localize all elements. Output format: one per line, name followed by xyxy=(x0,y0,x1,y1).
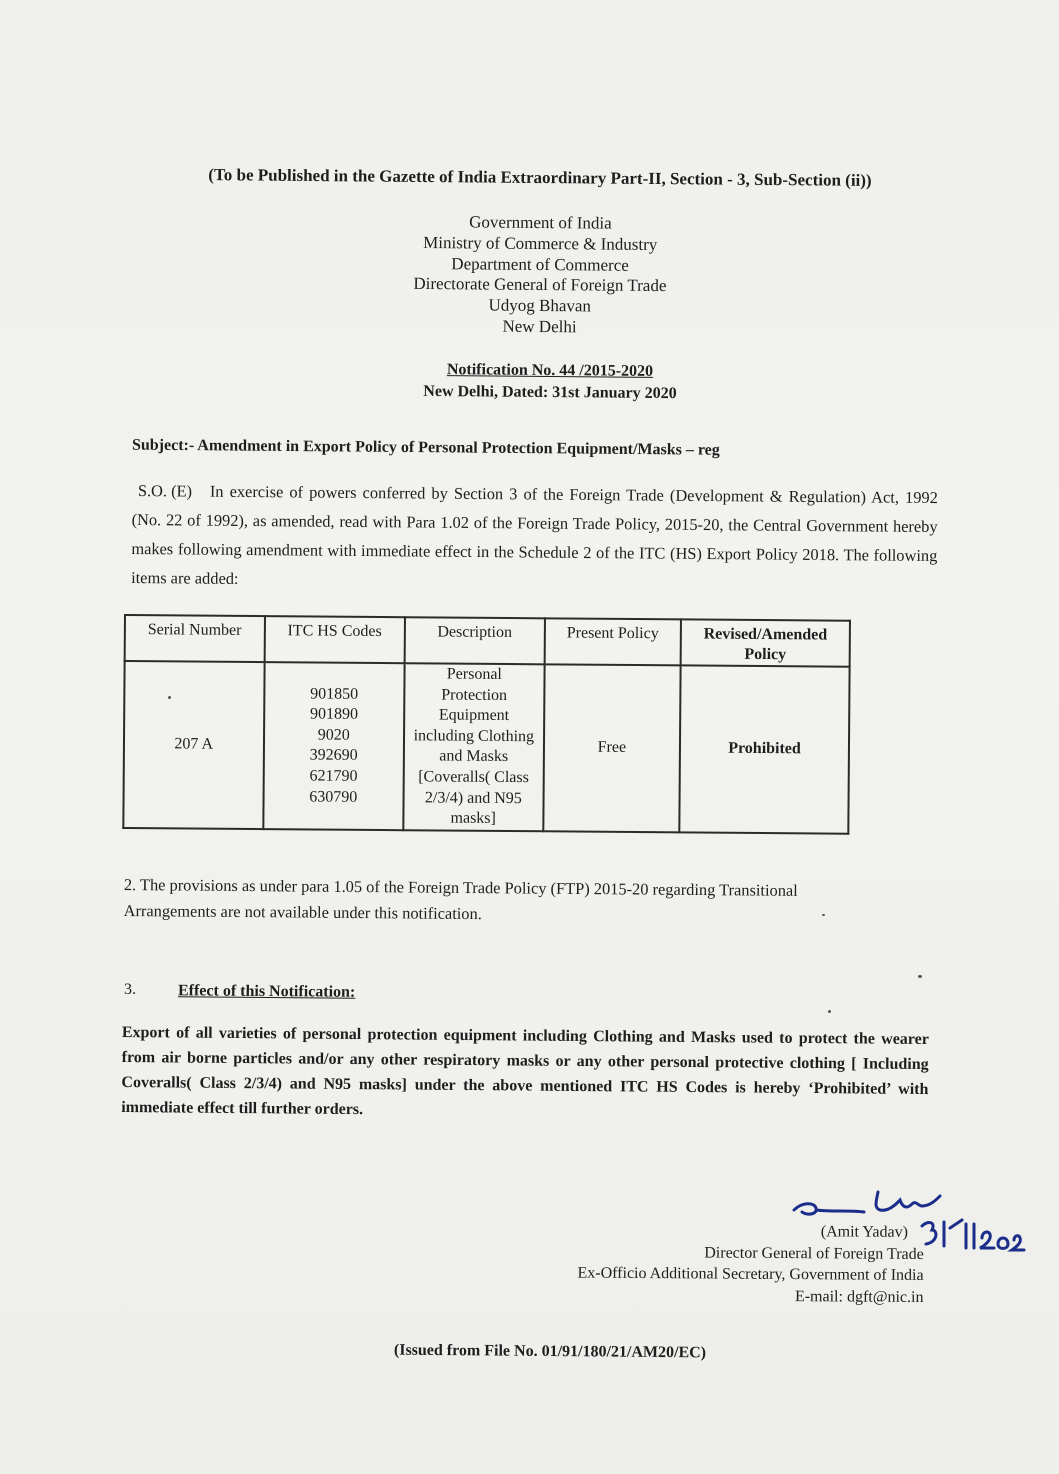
paragraph-1-text: In exercise of powers conferred by Section 3 of the Foreign Trade (Development & Regulation) Act, 1992 (No. 22 of 1992), as amended, read with Para 1.02 of the Foreign Trade Policy, 2015-20, the Central Government hereby makes following amendment with immediate effect in the Schedule 2 of the ITC (HS) Export Policy 2018. The following items are added: xyxy=(131,481,938,588)
handwritten-date xyxy=(918,1216,1030,1256)
description-line: and Masks xyxy=(439,747,509,766)
hs-code: 901850 xyxy=(310,685,359,703)
column-header-serial: Serial Number xyxy=(125,615,265,662)
letterhead xyxy=(329,211,750,339)
hs-code: 392690 xyxy=(309,746,358,765)
cell-revised-policy: Prohibited xyxy=(679,665,849,833)
letterhead-line: New Delhi xyxy=(502,316,577,337)
hs-code: 901890 xyxy=(309,705,359,724)
description-line: masks] xyxy=(450,809,496,828)
description-line: [Coveralls( Class xyxy=(418,768,529,787)
hs-code: 621790 xyxy=(309,767,358,785)
column-header-revised-policy: Revised/Amended Policy xyxy=(681,619,850,666)
letterhead-line: Udyog Bhavan xyxy=(488,295,592,316)
description-line: including Clothing xyxy=(413,727,535,746)
column-header-hs-codes: ITC HS Codes xyxy=(264,616,405,663)
section-3-text: Export of all varieties of personal protection equipment including Clothing and Masks used to protect the wearer from air borne particles and/or any other respiratory masks or any other personal protective clothing [ Including Coveralls( Class 2/3/4) and N95 masks] under the above mentioned ITC HS Codes is hereby ‘Prohibited’ with immediate effect till further orders. xyxy=(121,1023,929,1119)
description-line: Protection xyxy=(441,686,508,704)
table-row xyxy=(123,661,849,833)
letterhead-line: Department of Commerce xyxy=(451,253,629,275)
description-line: Equipment xyxy=(438,706,510,725)
export-policy-table xyxy=(122,614,851,834)
letterhead-line: Directorate General of Foreign Trade xyxy=(413,274,667,296)
description-line: 2/3/4) and N95 xyxy=(424,788,522,807)
so-lead: S.O. (E) xyxy=(137,481,193,501)
notification-number-wrap xyxy=(380,361,720,382)
notification-date: New Delhi, Dated: 31st January 2020 xyxy=(423,382,677,403)
subject-line: Subject:- Amendment in Export Policy of Personal Protection Equipment/Masks – reg xyxy=(131,436,720,459)
signatory-email: E-mail: dgft@nic.in xyxy=(794,1287,924,1306)
cell-serial: 207 A xyxy=(123,661,264,829)
scan-speck xyxy=(822,914,825,916)
table-header-row xyxy=(125,615,850,667)
section-3-title: Effect of this Notification: xyxy=(177,982,356,1001)
issued-from-file: (Issued from File No. 01/91/180/21/AM20/EC) xyxy=(393,1341,707,1362)
signatory-name: (Amit Yadav) xyxy=(820,1223,908,1241)
letterhead-line: Ministry of Commerce & Industry xyxy=(423,232,658,254)
hs-code: 630790 xyxy=(309,788,358,806)
hs-code: 9020 xyxy=(317,726,350,744)
signatory-designation: Director General of Foreign Trade xyxy=(704,1243,924,1263)
scan-speck xyxy=(168,696,171,699)
scan-speck xyxy=(828,1010,831,1013)
paragraph-2: 2. The provisions as under para 1.05 of the Foreign Trade Policy (FTP) 2015-20 regarding Transitional Arrangements are not available under this notification. xyxy=(123,874,798,924)
signatory-additional-designation: Ex-Officio Additional Secretary, Government of India xyxy=(577,1264,924,1284)
scan-speck xyxy=(918,975,922,978)
section-3-number: 3. xyxy=(124,981,136,998)
cell-description xyxy=(403,663,544,831)
column-header-description: Description xyxy=(405,617,545,664)
letterhead-line: Government of India xyxy=(469,212,612,233)
notification-number: Notification No. 44 /2015-2020 xyxy=(446,361,654,380)
cell-hs-codes xyxy=(263,662,405,830)
gazette-publication-line: (To be Published in the Gazette of India Extraordinary Part-II, Section - 3, Sub-Section (ii)) xyxy=(208,165,872,190)
signatory-block xyxy=(499,1219,924,1308)
paragraph-1 xyxy=(131,476,938,599)
column-header-present-policy: Present Policy xyxy=(544,618,681,665)
description-line: Personal xyxy=(446,665,502,683)
cell-present-policy: Free xyxy=(543,664,681,832)
